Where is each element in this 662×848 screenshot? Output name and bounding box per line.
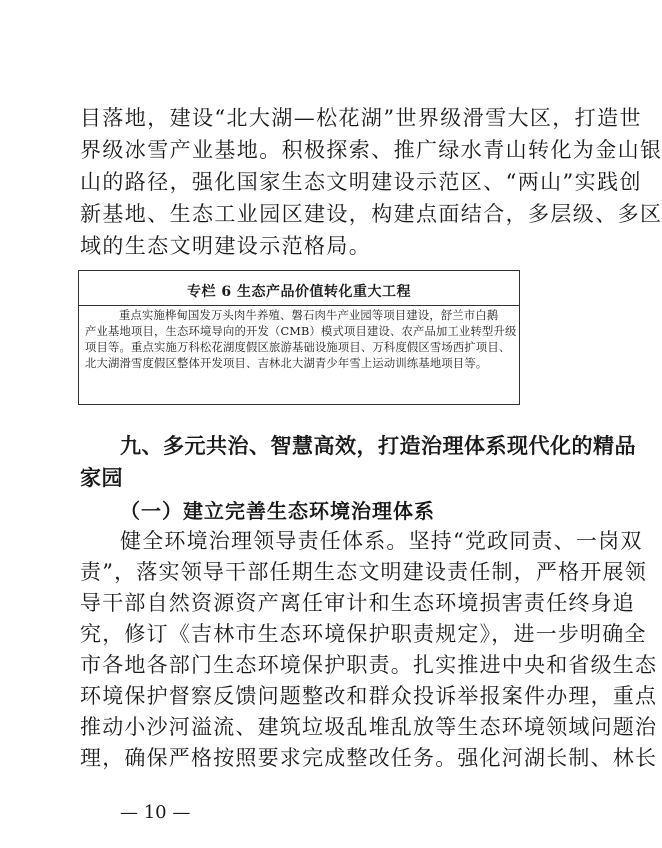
body-line-3: 导干部自然资源资产离任审计和生态环境损害责任终身追: [80, 591, 635, 615]
column-box-title: 专栏 6 生态产品价值转化重大工程: [187, 284, 411, 300]
section-heading-line-1: 九、多元共治、智慧高效，打造治理体系现代化的精品: [120, 433, 636, 458]
column-box-divider: [79, 305, 519, 306]
column-box-line-4: 北大湖滑雪度假区整体开发项目、吉林北大湖青少年雪上运动训练基地项目等。: [85, 357, 488, 370]
intro-line-2: 界级冰雪产业基地。积极探索、推广绿水青山转化为金山银: [80, 138, 662, 162]
body-line-8: 理，确保严格按照要求完成整改任务。强化河湖长制、林长: [80, 746, 658, 770]
body-line-2: 责”，落实领导干部任期生态文明建设责任制，严格开展领: [80, 560, 647, 584]
intro-line-5: 域的生态文明建设示范格局。: [80, 234, 372, 258]
body-line-5: 市各地各部门生态环境保护职责。扎实推进中央和省级生态: [80, 653, 658, 677]
body-line-4: 究，修订《吉林市生态环境保护职责规定》，进一步明确全: [80, 622, 647, 646]
column-box: [78, 270, 520, 405]
intro-line-3: 山的路径，强化国家生态文明建设示范区、“两山”实践创: [80, 170, 642, 194]
column-box-line-3: 项目等。重点实施万科松花湖度假区旅游基础设施项目、万科度假区雪场西扩项目、: [85, 341, 511, 354]
intro-line-4: 新基地、生态工业园区建设，构建点面结合，多层级、多区: [80, 202, 662, 226]
column-box-line-2: 产业基地项目，生态环境导向的开发（CMB）模式项目建设、农产品加工业转型升级: [85, 325, 517, 338]
body-line-6: 环境保护督察反馈问题整改和群众投诉举报案件办理，重点: [80, 684, 658, 708]
intro-line-1: 目落地，建设“北大湖—松花湖”世界级滑雪大区，打造世: [80, 106, 642, 130]
body-line-1: 健全环境治理领导责任体系。坚持“党政同责、一岗双: [120, 529, 643, 553]
body-line-7: 推动小沙河溢流、建筑垃圾乱堆乱放等生态环境领域问题治: [80, 715, 658, 739]
section-heading-line-2: 家园: [80, 465, 123, 490]
page-number: — 10 —: [120, 802, 191, 823]
section-subheading: （一）建立完善生态环境治理体系: [120, 499, 435, 523]
column-box-line-1: 重点实施桦甸国发万头肉牛养殖、磐石肉牛产业园等项目建设，舒兰市白鹅: [119, 309, 499, 322]
